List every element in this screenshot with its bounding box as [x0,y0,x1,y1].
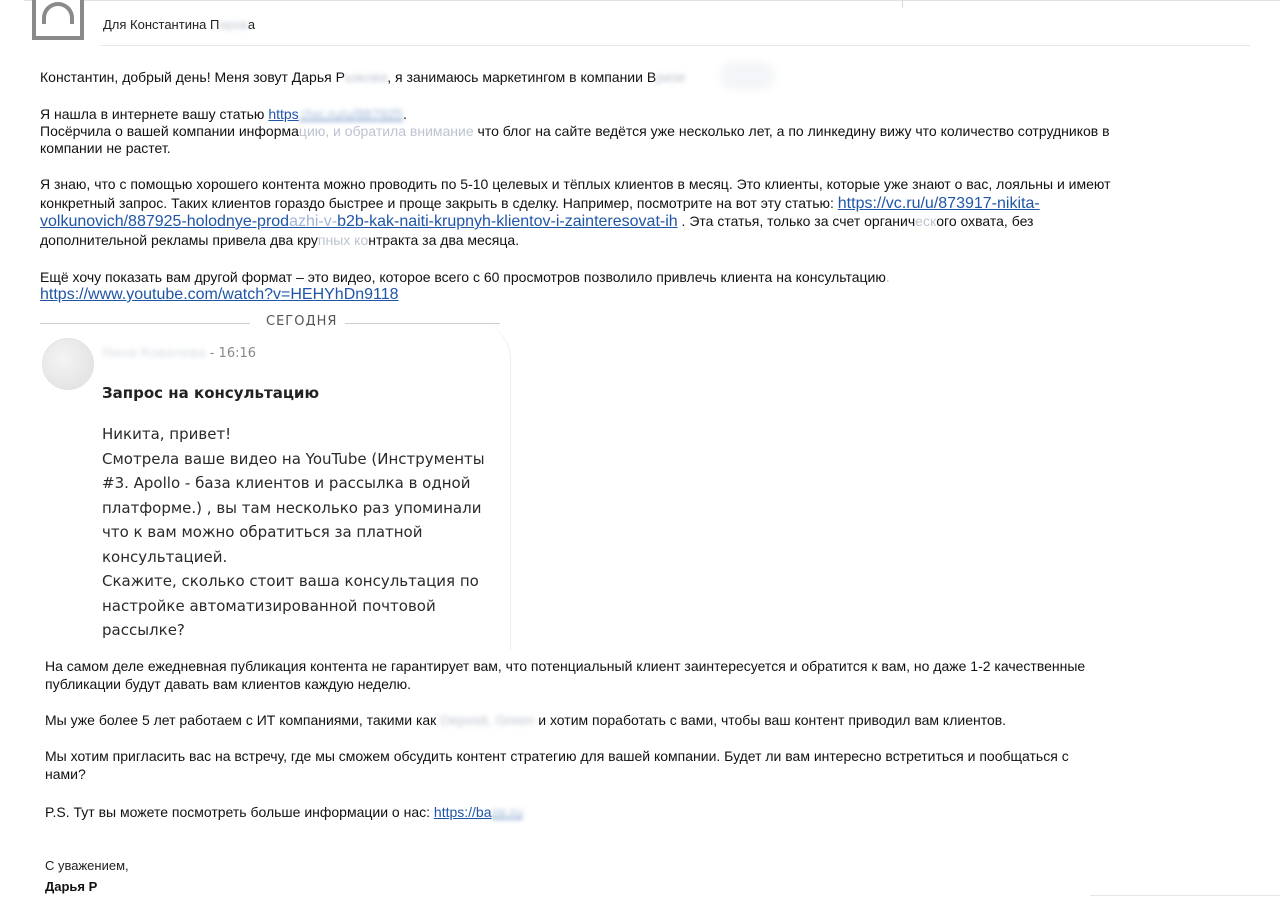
ps-line [45,804,523,820]
closing-para-3a: Мы хотим пригласить вас на встречу, где мы сможем обсудить контент стратегию для вашей компании. Будет ли вам интересно встретиться и пообщаться с [45,748,1069,764]
article-link-hidden: ://vc.ru/u/887925 [298,106,403,122]
know-text-4: ого охвата, без [936,213,1034,229]
found-article-end: . [402,106,407,122]
recipient-hidden: иров [219,17,248,32]
greeting-line [40,69,686,85]
chat-avatar [42,338,94,390]
researched-text-2: что блог на сайте ведётся уже несколько лет, а по линкедину вижу что количество сотрудников в [473,123,1110,139]
know-text-2: конкретный запрос. Таких клиентов гораздо быстрее и проще закрыть в сделку. Например, посмотрите на вот эту статью: [40,195,838,211]
chat-divider-label: СЕГОДНЯ [266,314,338,326]
chat-header [102,346,256,361]
ps-link-hidden: ze.ru [491,804,523,820]
chat-line: #3. Apollo - база клиентов и рассылка в одной [102,474,471,492]
greeting-text-1: Константин, добрый день! Меня зовут Дарья Р [40,69,345,85]
chat-line: Смотрела ваше видео на YouTube (Инструменты [102,449,485,468]
article-link[interactable]: https://vc.ru/u/887925 [268,106,403,122]
chat-message [102,422,485,643]
know-line-2 [40,195,1040,212]
researched-line-2: компании не растет. [40,140,171,156]
email-recipient [103,17,255,32]
chat-subject: Запрос на консультацию [102,384,320,402]
know-line-1: Я знаю, что с помощью хорошего контента можно проводить по 5-10 целевых и тёплых клиентов в месяц. Это клиенты, которые уже знают о вас, лояльны и имеют [40,176,1111,192]
closing-para-3b: нами? [45,766,86,782]
vc-link-hidden: azhi-v- [289,213,338,230]
top-right-divider [902,0,903,8]
found-article-line [40,106,407,122]
chat-line: настройке автоматизированной почтовой [102,596,436,615]
researched-line-1 [40,123,1110,139]
video-text: Ещё хочу показать вам другой формат – это видео, которое всего с 60 просмотров позволило привлечь клиента на консультацию [40,269,886,285]
know-line-4 [40,232,519,248]
chat-line: что к вам можно обратиться за платной [102,523,423,541]
recipient-suffix: а [247,17,256,32]
know-text-6: нтракта за два месяца. [368,232,520,248]
chat-time: - 16:16 [209,346,257,361]
closing-para-2a: Мы уже более 5 лет работаем с ИТ компаниями, такими как [45,712,437,728]
chat-line: Скажите, сколько стоит ваша консультация по [102,572,479,590]
top-border [24,0,1280,1]
chat-divider-left [40,323,250,324]
video-link-line [40,286,399,304]
greeting-hidden-1: ыжова [344,69,388,85]
signature-name: Дарья Р [45,879,98,894]
vc-article-link[interactable]: https://vc.ru/u/873917-nikita- [837,195,1040,212]
know-faded-5: пных ко [317,232,369,248]
researched-faded: цию, и обратила внимание [298,123,474,139]
vc-article-link-cont[interactable]: volkunovich/887925-holodnye-prodazhi-v-b2b-kak-naiti-krupnyh-klientov-i-zainteresovat-ih [40,213,678,230]
bottom-border [1090,895,1280,896]
chat-divider-right [345,323,500,324]
closing-para-2-hidden: Deposit, Green [436,712,535,728]
blur-smudge [720,62,775,90]
chat-line: консультацией. [102,547,228,566]
researched-text-1: Посёрчила о вашей компании информа [40,123,299,139]
ps-text: P.S. Тут вы можете посмотреть больше информации о нас: [45,804,434,820]
know-text-3: . Эта статья, только за счет органич [677,213,916,229]
know-text-5: дополнительной рекламы привела два кру [40,232,318,248]
closing-para-2b: и хотим поработать с вами, чтобы ваш контент приводил вам клиентов. [534,712,1007,728]
youtube-link[interactable]: https://www.youtube.com/watch?v=HEHYhDn9118 [40,286,399,303]
recipient-prefix: Для Константина П [103,17,220,32]
closing-para-1b: публикации будут давать вам клиентов каждую неделю. [45,676,412,692]
header-divider [100,45,1250,46]
video-faded: . [885,269,890,285]
ps-link[interactable]: https://baze.ru [433,804,523,820]
closing-para-1a: На самом деле ежедневная публикация контента не гарантирует вам, что потенциальный клиент заинтересуется и обратится к вам, но даже 1-2 качественные [45,658,1086,674]
chat-sender-name: Нина Ковалева [102,346,206,361]
closing-para-2 [45,712,1006,728]
greeting-text-2: , я занимаюсь маркетингом в компании В [387,69,657,85]
signature-regards: С уважением, [45,858,129,873]
chat-line: Никита, привет! [102,425,232,443]
chat-line: платформе.) , вы там несколько раз упоминали [102,498,482,517]
know-line-3 [40,213,1033,230]
video-line [40,269,890,285]
found-article-text: Я нашла в интернете вашу статью [40,106,269,122]
chat-line: рассылке? [102,621,185,639]
greeting-hidden-2: ризе [656,69,686,85]
sender-avatar-icon [32,0,84,40]
know-faded-3: еск [915,213,937,229]
